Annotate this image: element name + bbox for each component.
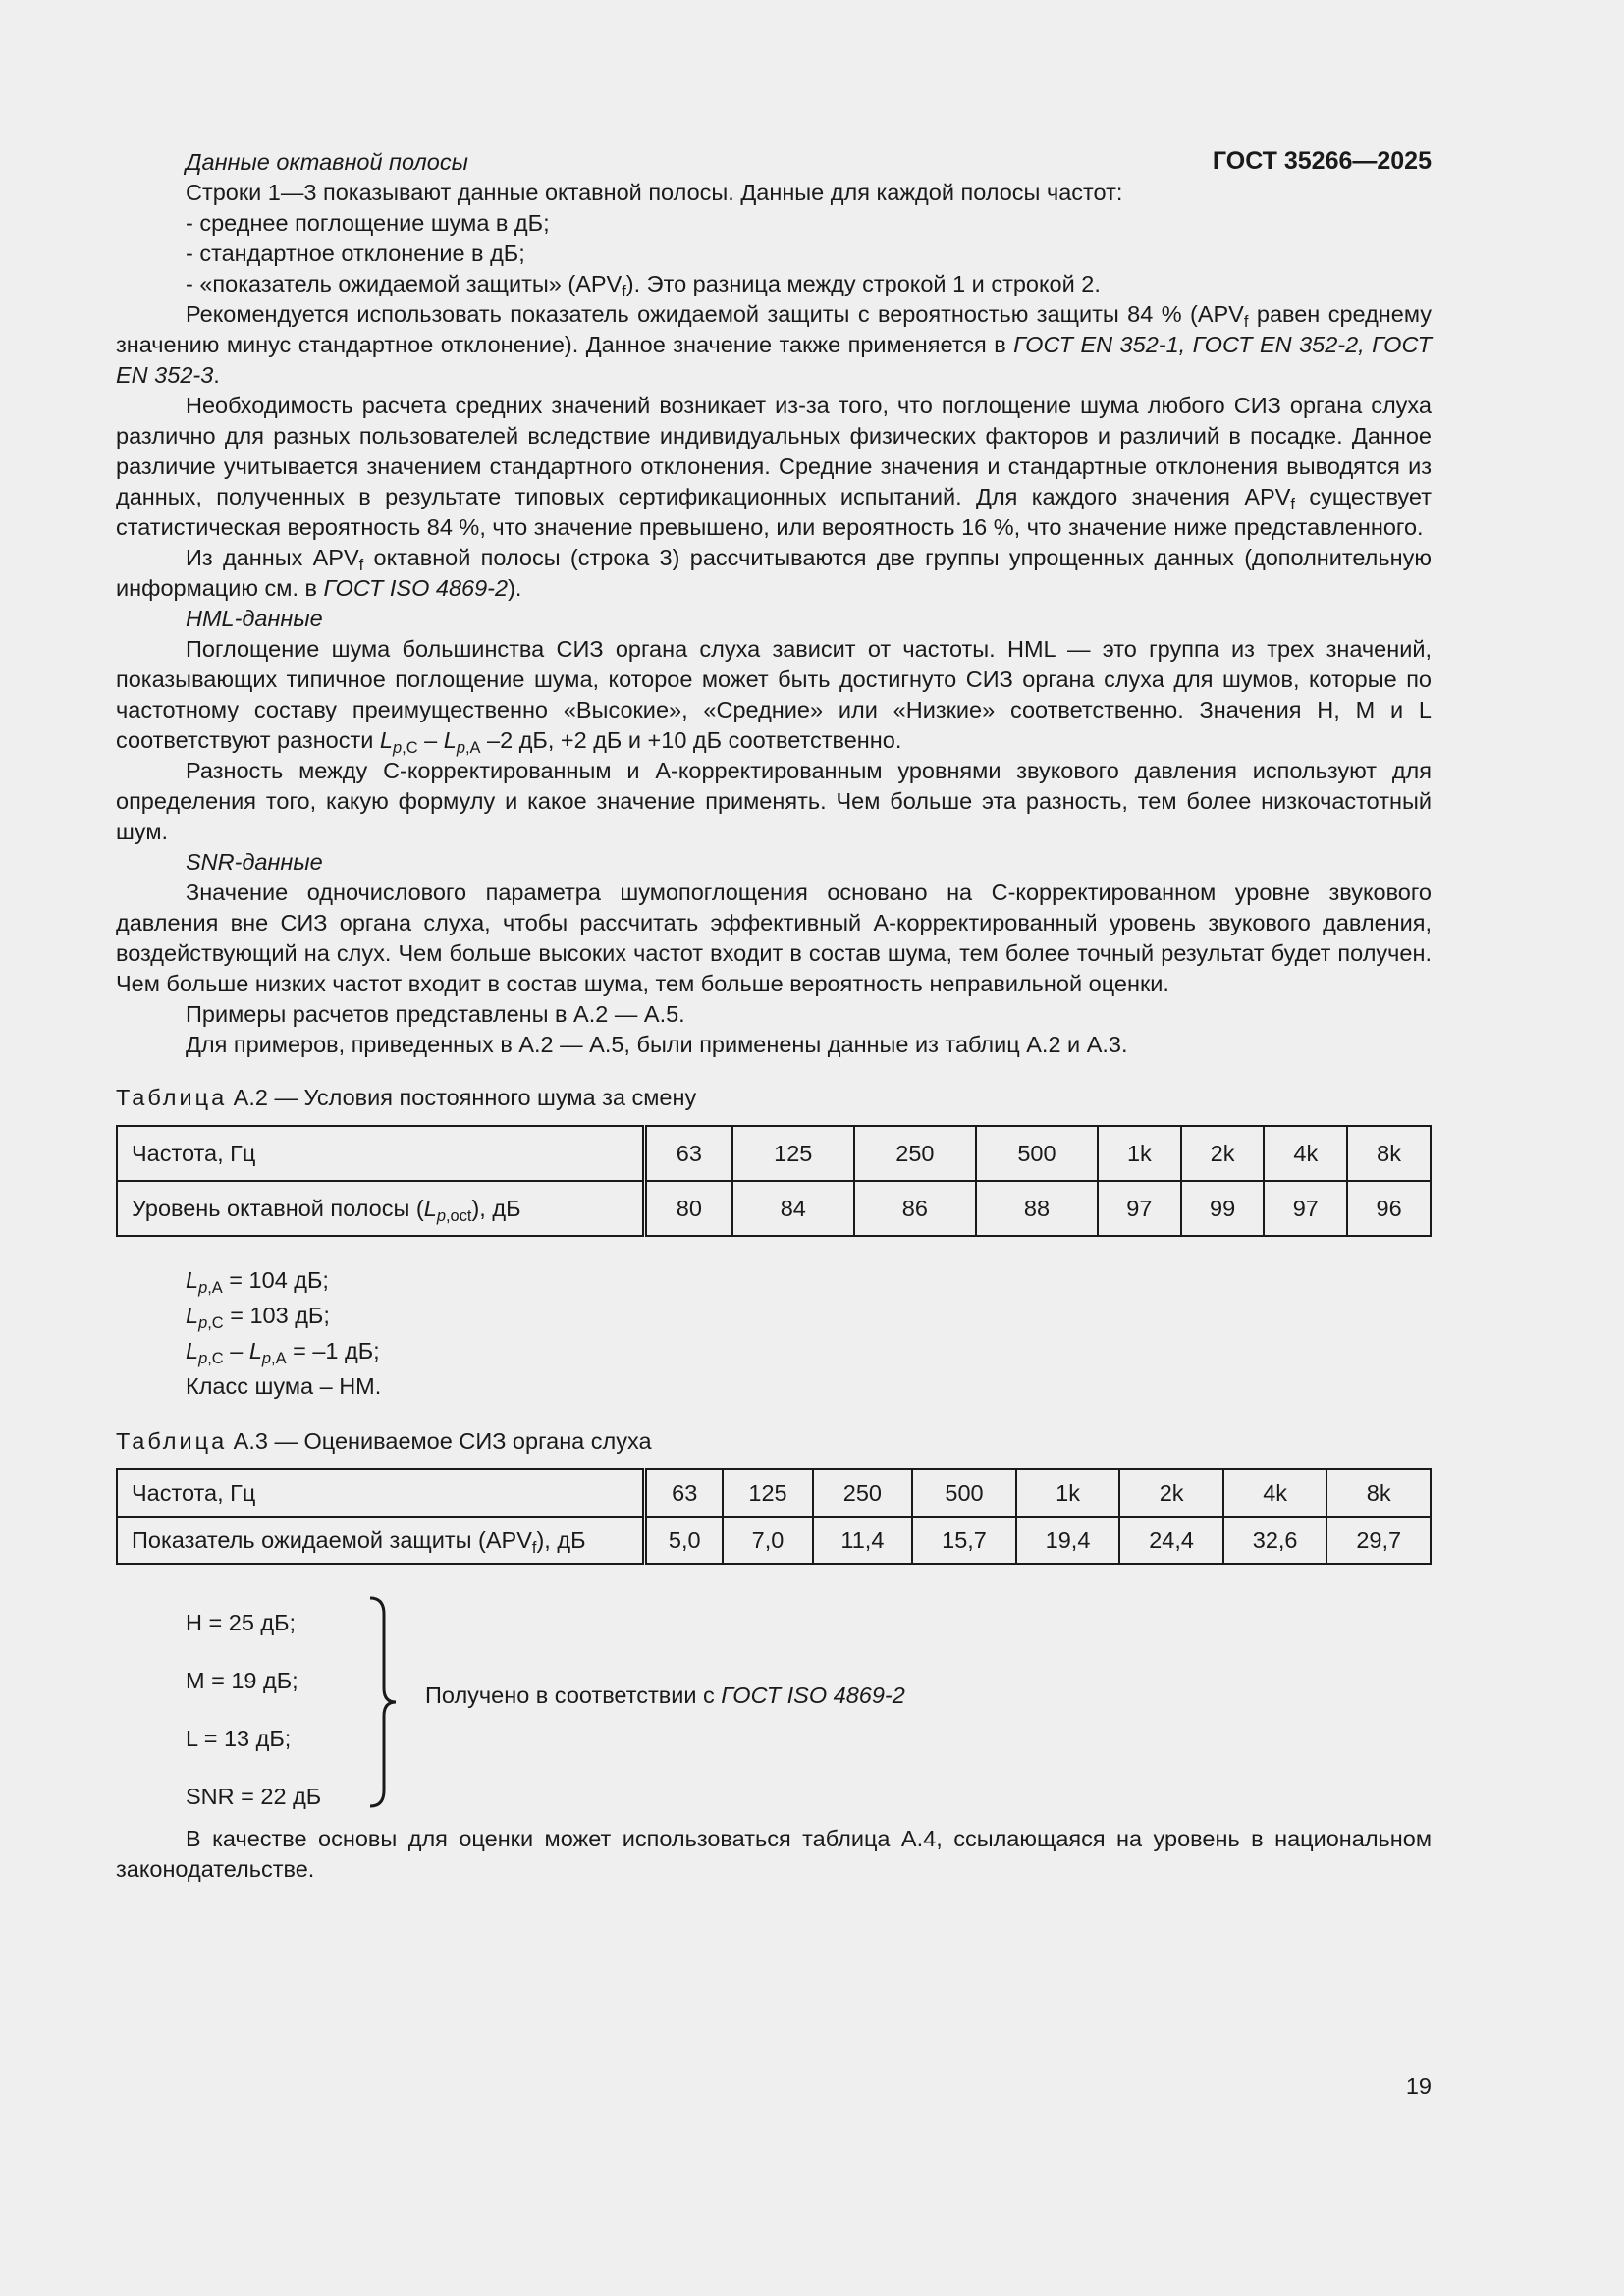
- table-cell: 4k: [1223, 1469, 1327, 1517]
- snr-paragraph-1: Значение одночислового параметра шумопоглощения основано на С-корректированном уровне звукового давления вне СИЗ органа слуха, чтобы рассчитать эффективный А-корректированный уровень звукового давления, воздействующий на слух. Чем больше высоких частот входит в состав шума, тем более точный результат будет получен. Чем больше низких частот входит в состав шума, тем больше вероятность неправильной оценки.: [116, 880, 1432, 996]
- results-note: Получено в соответствии с ГОСТ ISO 4869-2: [425, 1682, 905, 1708]
- table-cell: 99: [1181, 1181, 1265, 1236]
- table-cell: 15,7: [912, 1517, 1016, 1564]
- octave-paragraph-3: Из данных $APV_f$ октавной полосы (строка 3) рассчитываются две группы упрощенных данных (дополнительную информацию см. в ГОСТ ISO 4869-2).: [116, 545, 1432, 601]
- table-a3: [116, 1468, 1432, 1565]
- table-a3-caption: Таблица А.3 — Оцениваемое СИЗ органа слуха: [116, 1428, 652, 1454]
- page-body: [116, 147, 1432, 1885]
- hml-section-title: HML-данные: [186, 606, 323, 631]
- table-cell: 250: [854, 1126, 976, 1181]
- result-h: H = 25 дБ;: [186, 1610, 297, 1635]
- snr-section-title: SNR-данные: [186, 849, 323, 875]
- table-cell: 84: [732, 1181, 854, 1236]
- table-cell: 7,0: [723, 1517, 812, 1564]
- snr-paragraph-3: Для примеров, приведенных в А.2 — А.5, были применены данные из таблиц А.2 и А.3.: [186, 1032, 1128, 1057]
- diff-line: $L_{p,C} - L_{p,A} = -1$ дБ;: [186, 1338, 380, 1367]
- table-cell: 125: [732, 1126, 854, 1181]
- table-cell: 11,4: [813, 1517, 913, 1564]
- table-cell: 29,7: [1326, 1517, 1431, 1564]
- table-cell-label: Частота, Гц: [117, 1469, 645, 1517]
- table-cell: 80: [645, 1181, 732, 1236]
- results-block: [116, 1594, 1432, 1810]
- table-row: [117, 1517, 1431, 1564]
- table-cell: 8k: [1326, 1469, 1431, 1517]
- table-cell: 8k: [1347, 1126, 1431, 1181]
- table-cell: 96: [1347, 1181, 1431, 1236]
- results-list: [186, 1594, 321, 1826]
- octave-intro: Строки 1—3 показывают данные октавной полосы. Данные для каждой полосы частот:: [186, 180, 1123, 205]
- table-a2-caption: Таблица А.2 — Условия постоянного шума за смену: [116, 1085, 697, 1110]
- table-cell-label: Уровень октавной полосы $(L_{p,oct})$, дБ: [117, 1181, 645, 1236]
- table-cell: 1k: [1016, 1469, 1120, 1517]
- table-cell-label: Частота, Гц: [117, 1126, 645, 1181]
- noise-class-line: Класс шума – НМ.: [186, 1373, 382, 1399]
- table-cell: 19,4: [1016, 1517, 1120, 1564]
- table-cell: 24,4: [1119, 1517, 1223, 1564]
- page-number: 19: [1405, 2073, 1432, 2099]
- table-cell: 2k: [1119, 1469, 1223, 1517]
- hml-paragraph-2: Разность между С-корректированным и А-корректированным уровнями звукового давления используют для определения того, какую формулу и какое значение применять. Чем больше эта разность, тем более низкочастотный шум.: [116, 758, 1432, 844]
- table-cell: 86: [854, 1181, 976, 1236]
- lpc-line: $L_{p,C} = 103$ дБ;: [186, 1303, 330, 1332]
- table-cell: 88: [976, 1181, 1098, 1236]
- table-row: [117, 1469, 1431, 1517]
- table-cell: 500: [912, 1469, 1016, 1517]
- table-cell: 97: [1264, 1181, 1347, 1236]
- octave-item-3: - «показатель ожидаемой защиты» $(APV_f)$. Это разница между строкой 1 и строкой 2.: [186, 271, 1101, 300]
- octave-item-1: - среднее поглощение шума в дБ;: [186, 210, 550, 236]
- lpa-line: $L_{p,A} = 104$ дБ;: [186, 1267, 329, 1297]
- octave-item-2: - стандартное отклонение в дБ;: [186, 240, 525, 266]
- snr-paragraph-2: Примеры расчетов представлены в А.2 — А.5.: [186, 1001, 685, 1027]
- octave-paragraph-2: Необходимость расчета средних значений возникает из-за того, что поглощение шума любого СИЗ органа слуха различно для разных пользователей вследствие индивидуальных физических факторов и различий в посадке. Данное различие учитывается значением стандартного отклонения. Средние значения и стандартные отклонения выводятся из данных, полученных в результате типовых сертификационных испытаний. Для каждого значения $APV_f$ существует статистическая вероятность 84 %, что значение превышено, или вероятность 16 %, что значение ниже представленного.: [116, 393, 1432, 540]
- table-cell: 63: [645, 1469, 724, 1517]
- result-m: M = 19 дБ;: [186, 1668, 298, 1693]
- table-cell: 500: [976, 1126, 1098, 1181]
- table-a2: [116, 1125, 1432, 1237]
- closing-paragraph: В качестве основы для оценки может использоваться таблица А.4, ссылающаяся на уровень в национальном законодательстве.: [116, 1826, 1432, 1882]
- table-cell: 97: [1098, 1181, 1181, 1236]
- table-row: [117, 1181, 1431, 1236]
- table-cell: 125: [723, 1469, 812, 1517]
- octave-section-title: Данные октавной полосы: [186, 149, 468, 175]
- table-cell: 63: [645, 1126, 732, 1181]
- table-cell-label: Показатель ожидаемой защиты $(APV_f)$, дБ: [117, 1517, 645, 1564]
- result-snr: SNR = 22 дБ: [186, 1784, 322, 1809]
- table-cell: 4k: [1264, 1126, 1347, 1181]
- table-cell: 1k: [1098, 1126, 1181, 1181]
- result-l: L = 13 дБ;: [186, 1726, 292, 1751]
- hml-paragraph-1: Поглощение шума большинства СИЗ органа слуха зависит от частоты. HML — это группа из трех значений, показывающих типичное поглощение шума, которое может быть достигнуто СИЗ органа слуха для шумов, которые по частотному составу преимущественно «Высокие», «Средние» или «Низкие» соответственно. Значения H, M и L соответствуют разности $L_{p,C} - L_{p,A}$ –2 дБ, +2 дБ и +10 дБ соответственно.: [116, 636, 1432, 757]
- document-header: ГОСТ 35266—2025: [1212, 147, 1432, 175]
- table-cell: 250: [813, 1469, 913, 1517]
- table-cell: 2k: [1181, 1126, 1265, 1181]
- table-cell: 5,0: [645, 1517, 724, 1564]
- octave-paragraph-1: Рекомендуется использовать показатель ожидаемой защиты с вероятностью защиты 84 % ($APV_f$ равен среднему значению минус стандартное отклонение). Данное значение также применяется в ГОСТ EN 352-1, ГОСТ EN 352-2, ГОСТ EN 352-3.: [116, 301, 1432, 388]
- table-row: [117, 1126, 1431, 1181]
- right-brace-icon: [366, 1594, 406, 1810]
- noise-variables: [116, 1262, 1432, 1404]
- table-cell: 32,6: [1223, 1517, 1327, 1564]
